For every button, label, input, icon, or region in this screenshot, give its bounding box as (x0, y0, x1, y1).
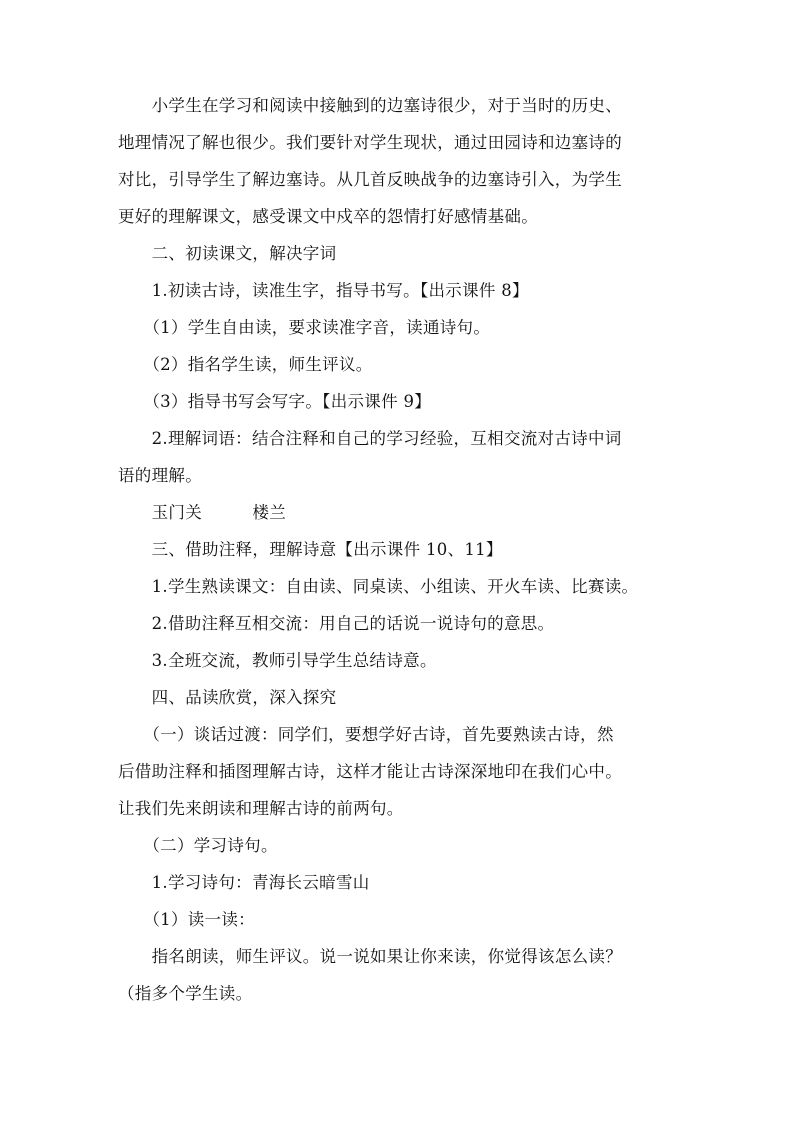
paragraph-line: 小学生在学习和阅读中接触到的边塞诗很少，对于当时的历史、 (118, 96, 622, 115)
paragraph-line: （指多个学生读。 (118, 984, 253, 1003)
paragraph-line: 3.全班交流，教师引导学生总结诗意。 (118, 651, 437, 670)
paragraph-line: 2.理解词语：结合注释和自己的学习经验，互相交流对古诗中词 (118, 429, 622, 448)
paragraph-line: 地理情况了解也很少。我们要针对学生现状，通过田园诗和边塞诗的 (118, 133, 622, 152)
paragraph-line: 对比，引导学生了解边塞诗。从几首反映战争的边塞诗引入，为学生 (118, 170, 622, 189)
section-heading: 四、品读欣赏，深入探究 (118, 688, 337, 707)
section-heading: 三、借助注释，理解诗意【出示课件 10、11】 (118, 540, 503, 559)
paragraph-line: （3）指导书写会写字。【出示课件 9】 (118, 392, 432, 411)
paragraph-line: 1.初读古诗，读准生字，指导书写。【出示课件 8】 (118, 281, 529, 300)
paragraph-line: 1.学生熟读课文：自由读、同桌读、小组读、开火车读、比赛读。 (118, 577, 639, 596)
paragraph-line: （1）学生自由读，要求读准字音，读通诗句。 (118, 318, 491, 337)
paragraph-line: 语的理解。 (118, 466, 202, 485)
paragraph-line: 1.学习诗句：青海长云暗雪山 (118, 873, 370, 892)
paragraph-line: 后借助注释和插图理解古诗，这样才能让古诗深深地印在我们心中。 (118, 762, 622, 781)
paragraph-line: （二）学习诗句。 (118, 836, 278, 855)
paragraph-line: 更好的理解课文，感受课文中戍卒的怨情打好感情基础。 (118, 207, 538, 226)
paragraph-line: （一）谈话过渡：同学们，要想学好古诗，首先要熟读古诗，然 (118, 725, 614, 744)
paragraph-line: 2.借助注释互相交流：用自己的话说一说诗句的意思。 (118, 614, 555, 633)
paragraph-line: （2）指名学生读，师生评议。 (118, 355, 373, 374)
paragraph-line: （1）读一读： (118, 910, 255, 929)
paragraph-line: 让我们先来朗读和理解古诗的前两句。 (118, 799, 404, 818)
paragraph-line: 指名朗读，师生评议。说一说如果让你来读，你觉得该怎么读？ (118, 947, 622, 966)
paragraph-line: 玉门关 楼兰 (118, 503, 286, 522)
section-heading: 二、初读课文，解决字词 (118, 244, 337, 263)
